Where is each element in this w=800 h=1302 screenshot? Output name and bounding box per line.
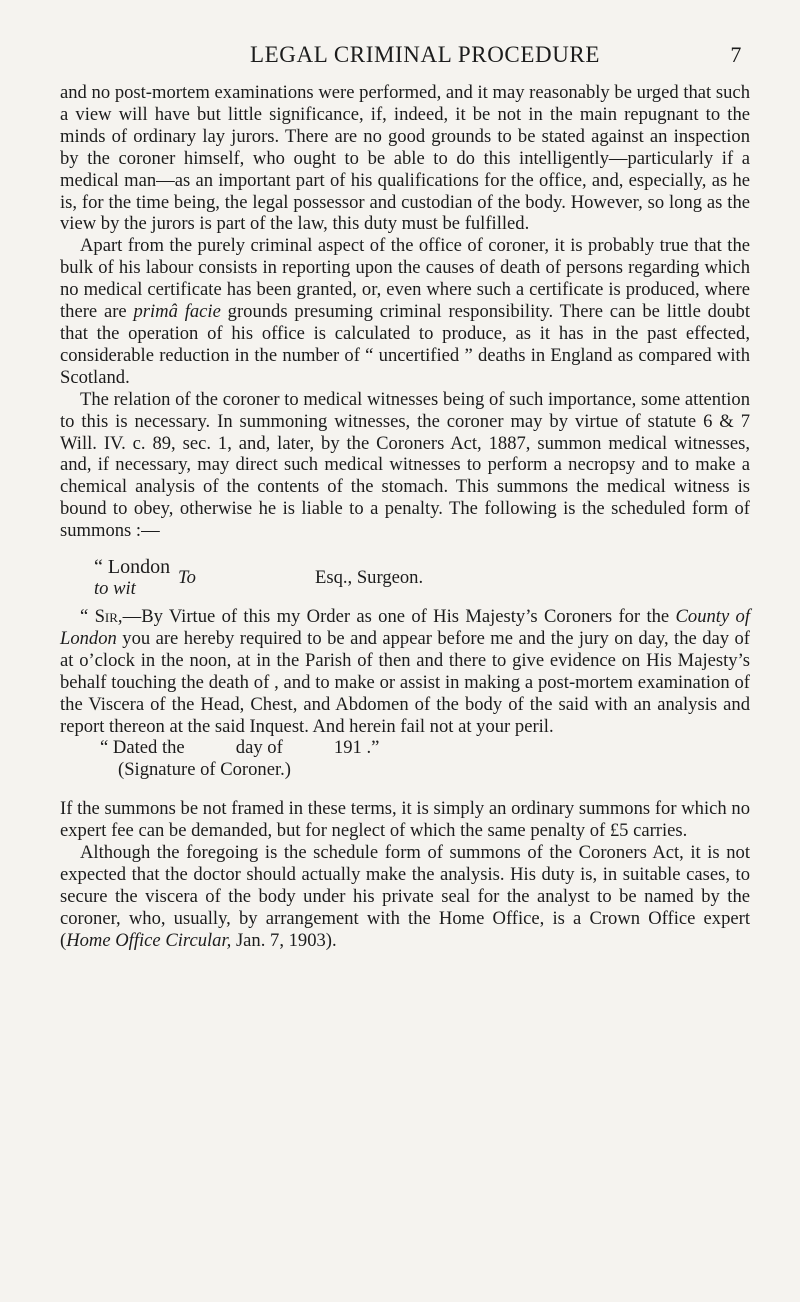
- page: [60, 42, 750, 952]
- paragraph-3: The relation of the coroner to medical witnesses being of such importance, some attention to this is necessary. In summoning witnesses, the coroner may by virtue of statute 6 & 7 Will. IV. c. 89, sec. 1, and, later, by the Coroners Act, 1887, summon medical witnesses, and, if necessary, may direct such medical witnesses to perform a necropsy and to make a chemical analysis of the contents of the stomach. This summons the medical witness is bound to obey, otherwise he is liable to a penalty. The following is the scheduled form of summons :—: [60, 388, 750, 542]
- summons-text: “ Sir,—By Virtue of this my Order as one of His Majesty’s Coroners for the County of London you are hereby required to be and appear before me and the jury on day, the day of at o’clock in the noon, at in the Parish of then and there to give evidence on His Majesty’s behalf touching the death of , and to make or assist in making a post-mortem examination of the Viscera of the Head, Chest, and Abdomen of the body of the said with an analysis and report thereon at the said Inquest. And herein fail not at your peril.: [60, 606, 751, 737]
- paragraph-5: [60, 842, 750, 952]
- paragraph-2: [60, 235, 750, 388]
- summons-place: [94, 556, 170, 600]
- paragraph-2-text-a: Apart from the purely criminal aspect of the office of coroner, it is probably true that the bulk of his labour consists in reporting upon the causes of death of persons regarding which no medical certificate has been granted, or, even where such a certificate is produced, where there are: [60, 235, 750, 323]
- place-line-2: to wit: [94, 578, 136, 600]
- summons-dated: “ Dated the day of 191 .”: [100, 737, 380, 759]
- paragraph-1: and no post-mortem examinations were performed, and it may reasonably be urged that such a view will have but little significance, if, indeed, it be not in the main repugnant to the minds of ordinary lay jurors. There are no good grounds to be stated against an inspection by the coroner himself, who ought to be able to do this intelligently—particularly if a medical man—as an important part of his qualifications for the office, and, especially, as he is, for the time being, the legal possessor and custodian of the body. However, so long as the view by the jurors is part of the law, this duty must be fulfilled.: [60, 82, 750, 235]
- body-text: [60, 82, 750, 542]
- running-header: [60, 42, 750, 82]
- paragraph-5-text-b: Jan. 7, 1903).: [231, 929, 337, 951]
- summons-text-b: you are hereby required to be and appear before me and the jury on day, the day of at o’clock in the noon, at in the Parish of then and there to give evidence on His Majesty’s behalf touching the death of , and to make or assist in making a post-mortem examination of the Viscera of the Head, Chest, and Abdomen of the body of the said with an analysis and report thereon at the said Inquest. And herein fail not at your peril.: [60, 627, 750, 737]
- summons-form-header: [60, 556, 750, 606]
- summons-salutation: Sir,: [94, 606, 123, 628]
- summons-addressee: Esq., Surgeon.: [315, 567, 424, 589]
- summons-body: [60, 606, 750, 952]
- summons-to: To: [178, 567, 196, 589]
- paragraph-2-text-b: grounds presuming criminal responsibility. There can be little doubt that the operation of his office is calculated to produce, as it has in the past effected, considerable reduction in the number of “ uncertified ” deaths in England as compared with Scotland.: [60, 301, 750, 388]
- running-title: LEGAL CRIMINAL PROCEDURE: [249, 42, 601, 67]
- place-line-1: “ London: [94, 556, 171, 579]
- paragraph-4: If the summons be not framed in these terms, it is simply an ordinary summons for which no expert fee can be demanded, but for neglect of which the same penalty of £5 carries.: [60, 798, 750, 842]
- summons-text-a: —By Virtue of this my Order as one of His Majesty’s Coroners for the: [122, 606, 676, 628]
- summons-signature: (Signature of Coroner.): [118, 759, 291, 781]
- page-number: 7: [730, 42, 742, 67]
- home-office-circular: Home Office Circular,: [66, 929, 232, 951]
- prima-facie-italic: primâ facie: [133, 301, 221, 323]
- county-of-london: County of London: [60, 606, 751, 649]
- paragraph-5-text-a: Although the foregoing is the schedule form of summons of the Coroners Act, it is not expected that the doctor should actually make the analysis. His duty is, in suitable cases, to secure the viscera of the body under his private seal for the analyst to be named by the coroner, who, usually, by arrangement with the Home Office, is a Crown Office expert (: [60, 842, 750, 951]
